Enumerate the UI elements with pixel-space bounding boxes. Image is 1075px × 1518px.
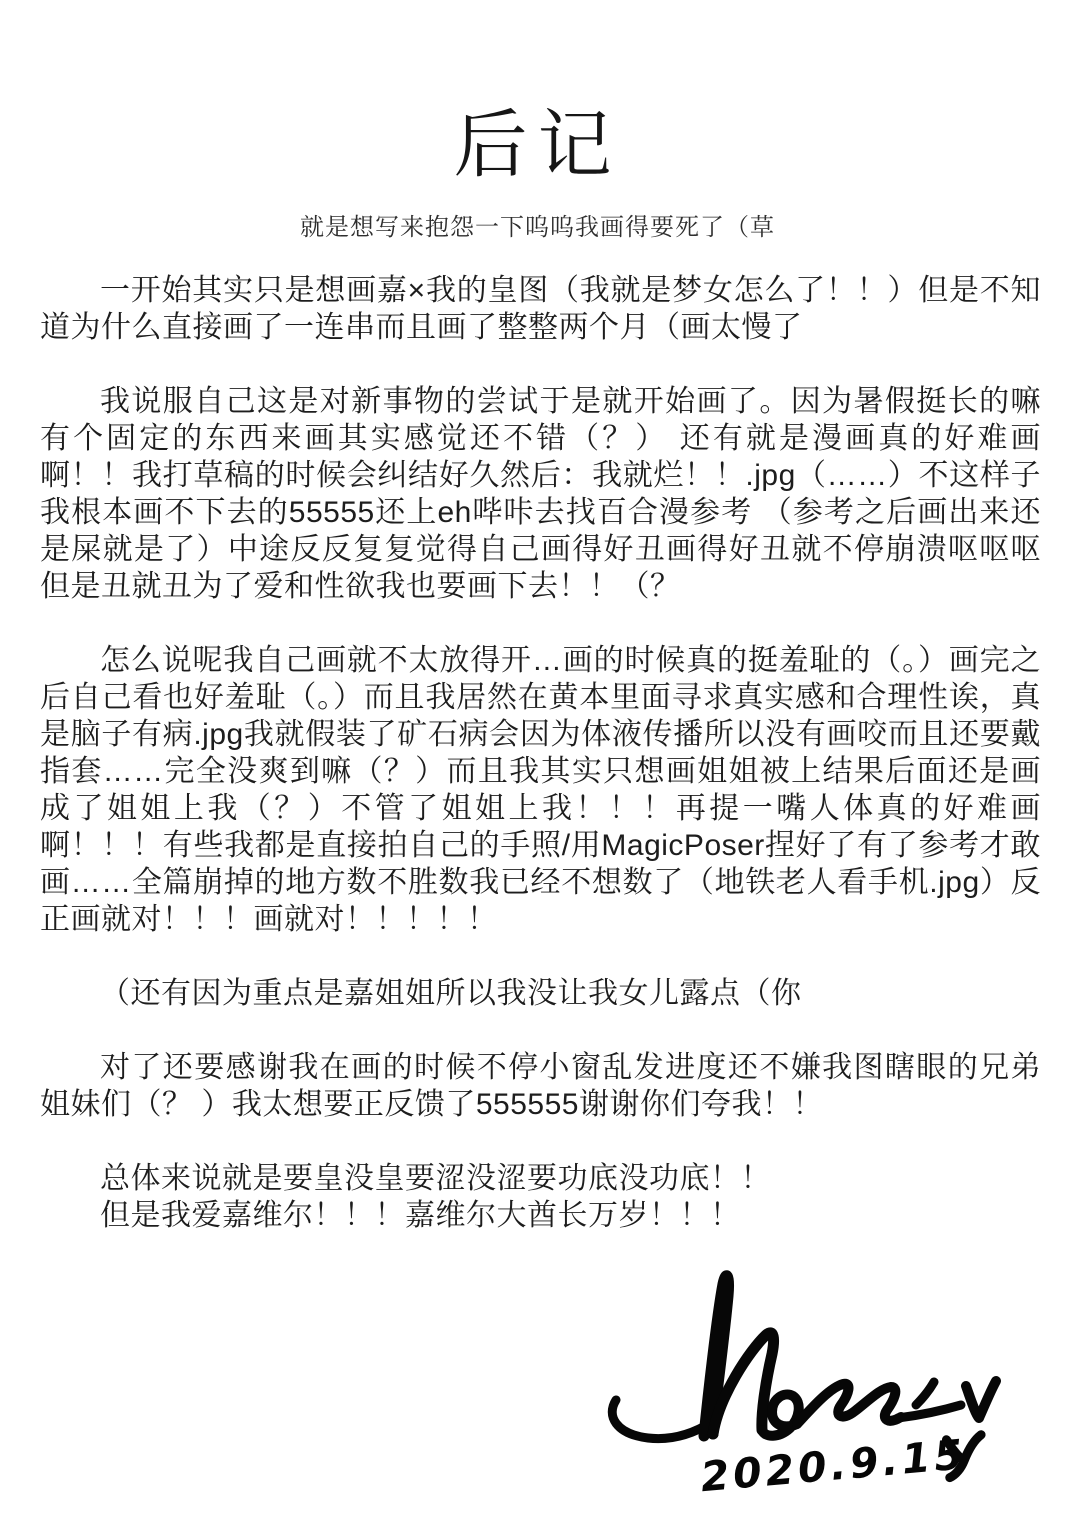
paragraph-5: 对了还要感谢我在画的时候不停小窗乱发进度还不嫌我图瞎眼的兄弟姐妹们（？ ）我太想要正反馈了555555谢谢你们夸我！！ [40,1051,1041,1122]
signature-date-group [699,1429,985,1501]
paragraph-4: （还有因为重点是嘉姐姐所以我没让我女儿露点（你 [100,977,802,1011]
page-subtitle: 就是想写来抱怨一下呜呜我画得要死了（草 [300,214,775,242]
signature-zz-stroke [797,1384,901,1424]
signature-flick-stroke [916,1382,934,1405]
signature-sweep-stroke [898,1405,961,1418]
afterword-body [40,272,1041,1234]
signature-drawing [600,1258,1075,1516]
paragraph-1: 一开始其实只是想画嘉×我的皇图（我就是梦女怎么了！！）但是不知道为什么直接画了一连串而且画了整整两个月（画太慢了 [40,274,1041,345]
closing-line-2: 但是我爱嘉维尔！！！嘉维尔大酋长万岁！！！ [100,1199,741,1233]
paragraph-2: 我说服自己这是对新事物的尝试于是就开始画了。因为暑假挺长的嘛有个固定的东西来画其实感觉还不错（？） 还有就是漫画真的好难画啊！！我打草稿的时候会纠结好久然后：我就烂！！.jpg（……）不这样子我根本画不下去的55555还上eh哔咔去找百合漫参考 （参考之后画出来还是屎就是了）中途反反复复觉得自己画得好丑画得好丑就不停崩溃呕呕呕但是丑就丑为了爱和性欲我也要画下去！！（？ [40,385,1041,604]
closing-line-1: 总体来说就是要皇没皇要涩没涩要功底没功底！！ [100,1162,771,1196]
page-title: 后记 [453,103,622,186]
artist-signature [600,1258,1075,1516]
signature-tail-stroke [612,1400,712,1439]
signature-date: 2020.9.15 [698,1430,969,1502]
paragraph-3: 怎么说呢我自己画就不太放得开…画的时候真的挺羞耻的（。）画完之后自己看也好羞耻（。）而且我居然在黄本里面寻求真实感和合理性诶，真是脑子有病.jpg我就假装了矿石病会因为体液传播所以没有画咬而且还要戴指套……完全没爽到嘛（？）而且我其实只想画姐姐被上结果后面还是画成了姐姐上我（？）不管了姐姐上我！！！再提一嘴人体真的好难画啊！！！有些我都是直接拍自己的手照/用MagicPoser捏好了有了参考才敢画……全篇崩掉的地方数不胜数我已经不想数了（地铁老人看手机.jpg）反正画就对！！！画就对！！！！！ [40,644,1041,937]
signature-check-icon [966,1381,996,1418]
